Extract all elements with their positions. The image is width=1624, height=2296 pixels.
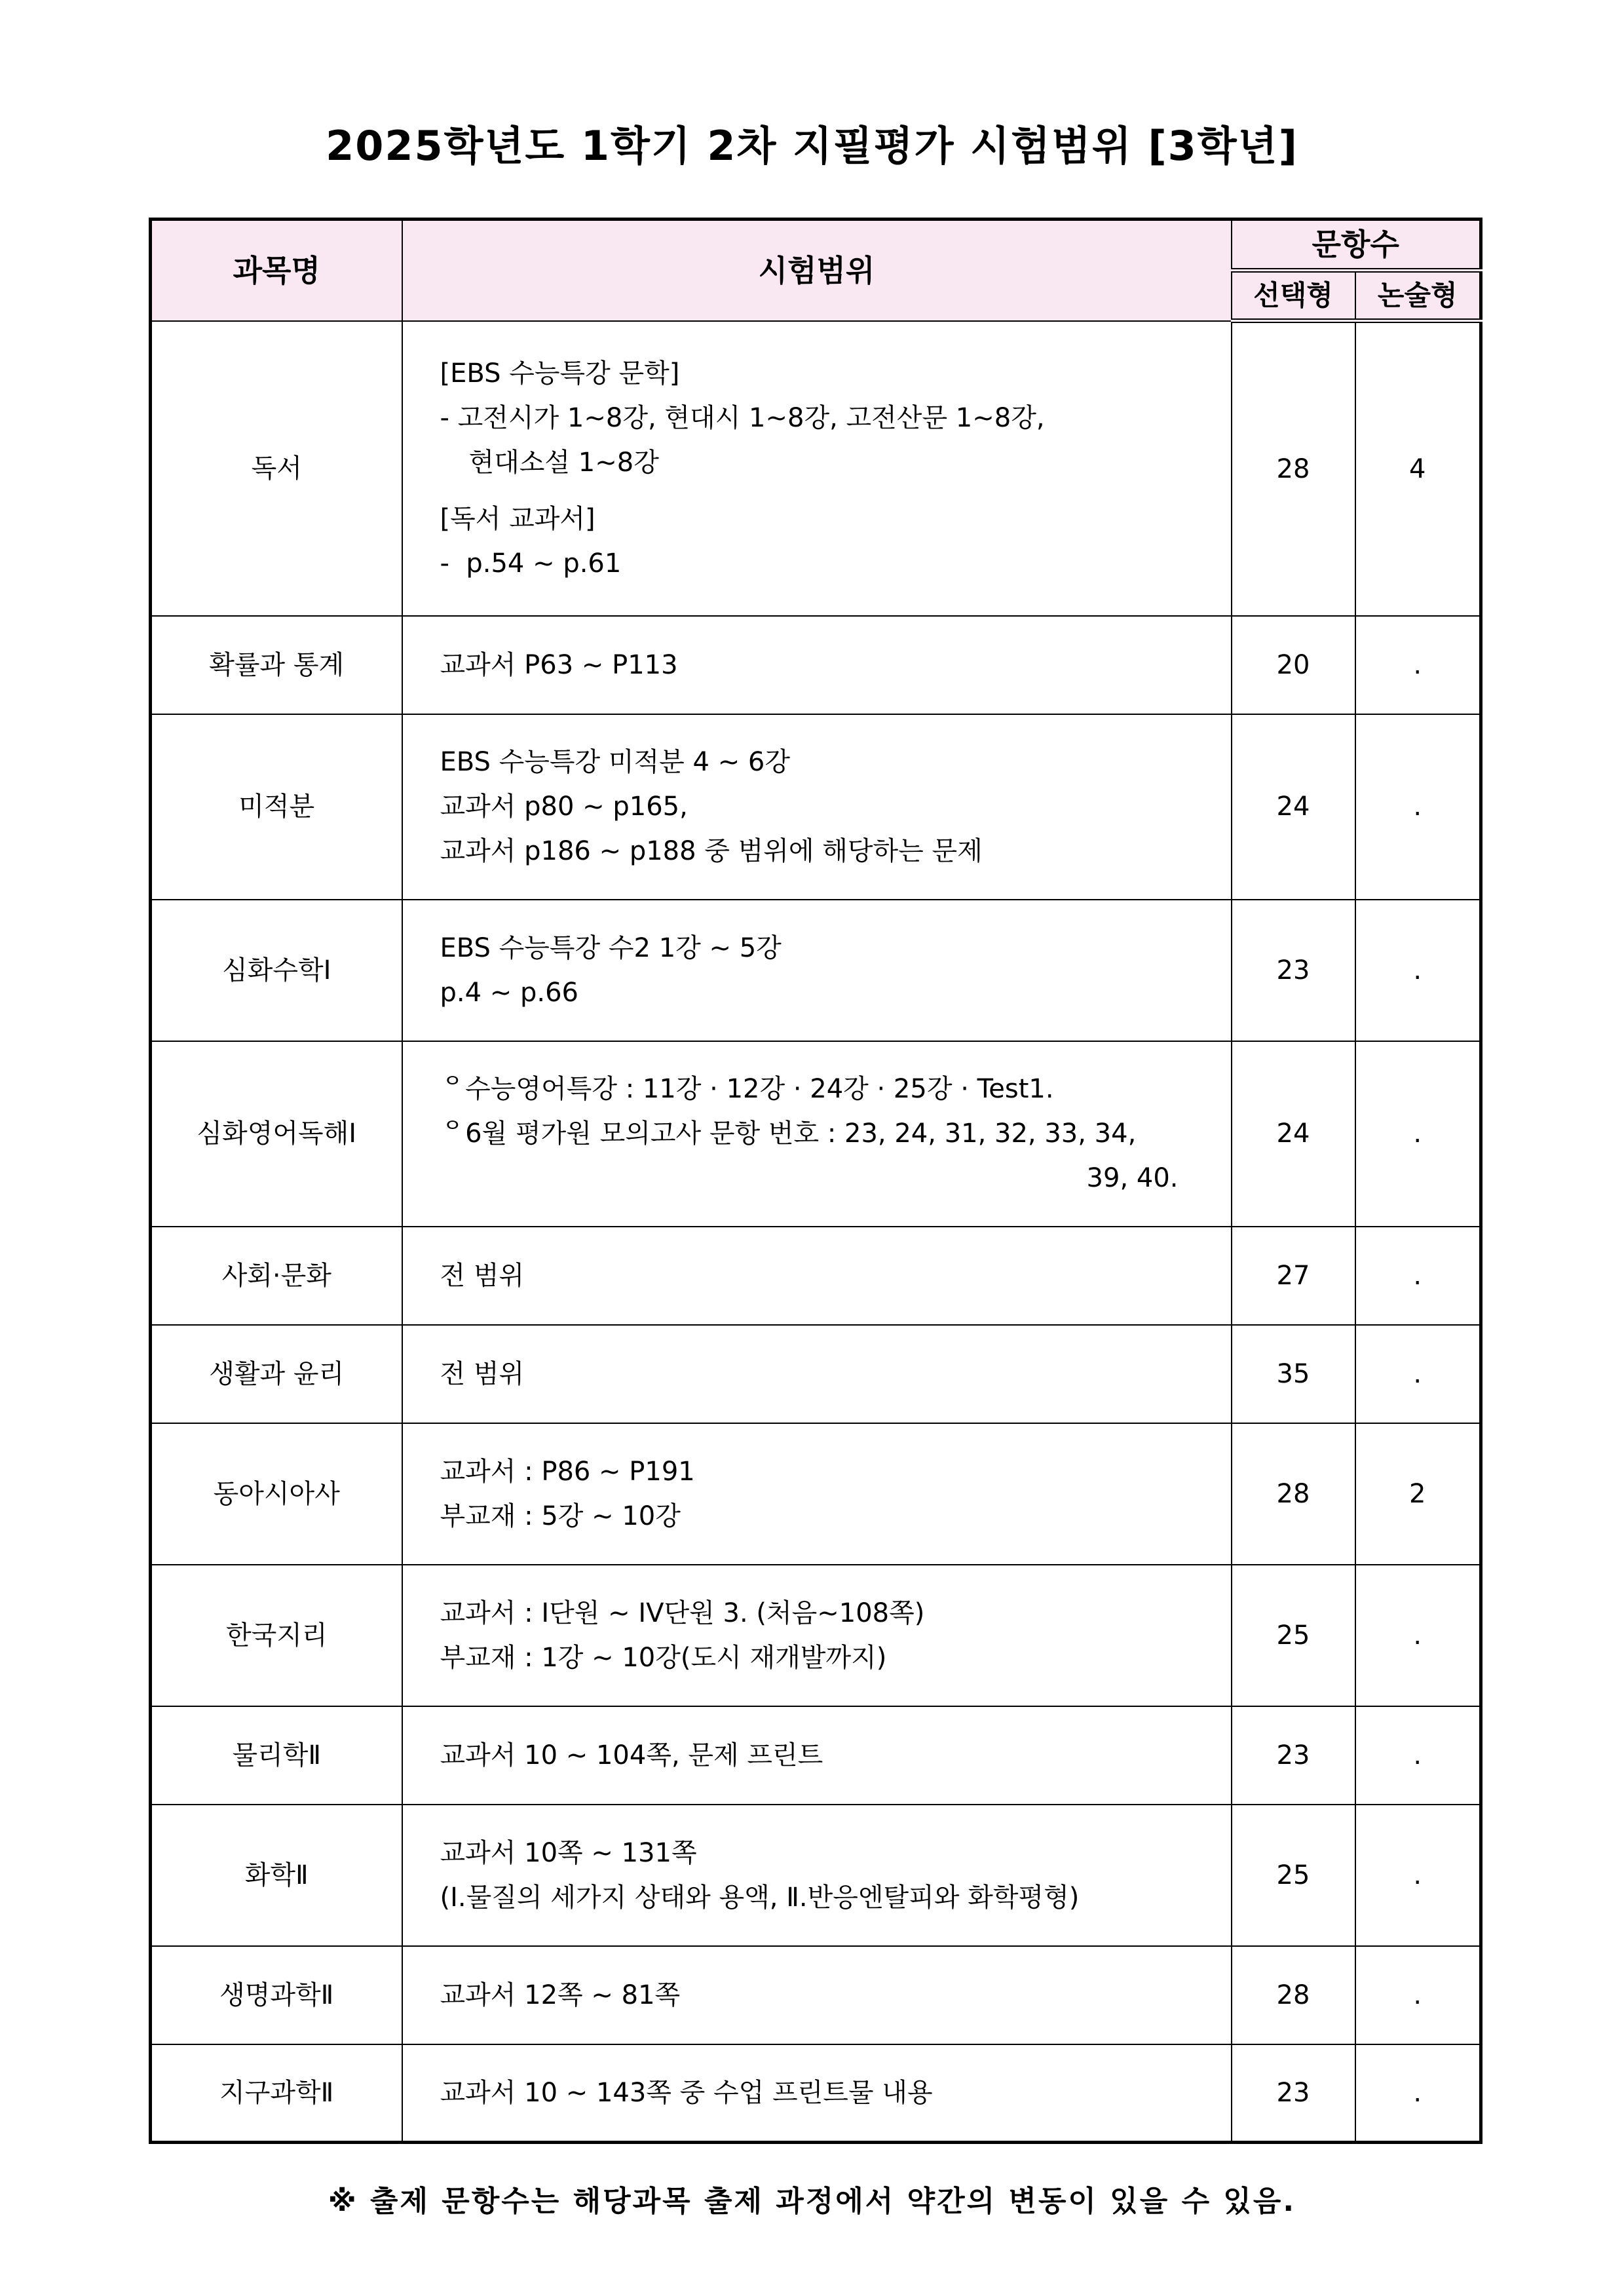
scope-line: ᄋ6월 평가원 모의고사 문항 번호 : 23, 24, 31, 32, 33, 34, xyxy=(440,1119,1137,1149)
choice-count-cell: 23 xyxy=(1232,2044,1355,2143)
scope-cell xyxy=(402,1423,1232,1565)
table-row xyxy=(151,900,1481,1041)
essay-count-cell: . xyxy=(1355,900,1481,1041)
header-scope: 시험범위 xyxy=(402,220,1232,321)
table-row xyxy=(151,1325,1481,1423)
essay-count-cell: . xyxy=(1355,1565,1481,1706)
scope-line: 교과서 p186 ~ p188 중 범위에 해당하는 문제 xyxy=(440,836,983,866)
essay-count-cell: . xyxy=(1355,1227,1481,1325)
scope-line: - 고전시가 1~8강, 현대시 1~8강, 고전산문 1~8강, xyxy=(440,402,1045,433)
subject-cell: 심화영어독해Ⅰ xyxy=(151,1041,402,1227)
essay-count-cell: . xyxy=(1355,616,1481,714)
scope-line: EBS 수능특강 수2 1강 ~ 5강 xyxy=(440,932,782,963)
subject-cell: 생명과학Ⅱ xyxy=(151,1946,402,2044)
subject-cell: 화학Ⅱ xyxy=(151,1805,402,1946)
scope-line: (Ⅰ.물질의 세가지 상태와 용액, Ⅱ.반응엔탈피와 화학평형) xyxy=(440,1882,1080,1913)
scope-line: 교과서 P63 ~ P113 xyxy=(440,649,678,680)
subject-cell: 독서 xyxy=(151,321,402,616)
choice-count-cell: 23 xyxy=(1232,900,1355,1041)
scope-line: [독서 교과서] xyxy=(440,503,595,534)
table-row xyxy=(151,2044,1481,2143)
scope-cell xyxy=(402,1227,1232,1325)
scope-cell xyxy=(402,321,1232,616)
scope-cell xyxy=(402,1041,1232,1227)
choice-count-cell: 28 xyxy=(1232,1946,1355,2044)
subject-cell: 사회·문화 xyxy=(151,1227,402,1325)
choice-count-cell: 35 xyxy=(1232,1325,1355,1423)
header-essay: 논술형 xyxy=(1355,271,1481,321)
table-row xyxy=(151,321,1481,616)
header-question-count: 문항수 xyxy=(1232,220,1481,271)
footnote: ※ 출제 문항수는 해당과목 출제 과정에서 약간의 변동이 있을 수 있음. xyxy=(328,2185,1296,2218)
scope-line: 부교재 : 1강 ~ 10강(도시 재개발까지) xyxy=(440,1642,887,1673)
table-row xyxy=(151,1565,1481,1706)
table-row xyxy=(151,714,1481,900)
scope-line: 교과서 12쪽 ~ 81쪽 xyxy=(440,1980,681,2010)
choice-count-cell: 25 xyxy=(1232,1565,1355,1706)
essay-count-cell: . xyxy=(1355,1325,1481,1423)
choice-count-cell: 20 xyxy=(1232,616,1355,714)
subject-cell: 동아시아사 xyxy=(151,1423,402,1565)
scope-cell xyxy=(402,1706,1232,1805)
choice-count-cell: 28 xyxy=(1232,1423,1355,1565)
exam-scope-table xyxy=(149,218,1482,2144)
choice-count-cell: 25 xyxy=(1232,1805,1355,1946)
scope-cell xyxy=(402,616,1232,714)
essay-count-cell: . xyxy=(1355,2044,1481,2143)
scope-line: EBS 수능특강 미적분 4 ~ 6강 xyxy=(440,747,791,777)
scope-line: 교과서 : I단원 ~ IV단원 3. (처음~108쪽) xyxy=(440,1598,925,1628)
subject-cell: 생활과 윤리 xyxy=(151,1325,402,1423)
subject-cell: 지구과학Ⅱ xyxy=(151,2044,402,2143)
table-row xyxy=(151,1805,1481,1946)
table-row xyxy=(151,1041,1481,1227)
essay-count-cell: 2 xyxy=(1355,1423,1481,1565)
essay-count-cell: . xyxy=(1355,1805,1481,1946)
essay-count-cell: . xyxy=(1355,714,1481,900)
subject-cell: 물리학Ⅱ xyxy=(151,1706,402,1805)
scope-cell xyxy=(402,1946,1232,2044)
choice-count-cell: 24 xyxy=(1232,714,1355,900)
scope-line: 교과서 p80 ~ p165, xyxy=(440,792,688,822)
subject-cell: 미적분 xyxy=(151,714,402,900)
scope-cell xyxy=(402,900,1232,1041)
table-row xyxy=(151,616,1481,714)
subject-cell: 심화수학Ⅰ xyxy=(151,900,402,1041)
scope-line: - p.54 ~ p.61 xyxy=(440,548,622,579)
scope-cell xyxy=(402,1805,1232,1946)
scope-line: 전 범위 xyxy=(440,1260,525,1291)
choice-count-cell: 24 xyxy=(1232,1041,1355,1227)
scope-cell xyxy=(402,2044,1232,2143)
page-title: 2025학년도 1학기 2차 지필평가 시험범위 [3학년] xyxy=(326,122,1298,170)
scope-line: 부교재 : 5강 ~ 10강 xyxy=(440,1501,681,1531)
subject-cell: 확률과 통계 xyxy=(151,616,402,714)
essay-count-cell: . xyxy=(1355,1041,1481,1227)
table-row xyxy=(151,1706,1481,1805)
scope-cell xyxy=(402,1565,1232,1706)
scope-line: 교과서 10 ~ 143쪽 중 수업 프린트물 내용 xyxy=(440,2077,933,2108)
scope-cell xyxy=(402,714,1232,900)
scope-line: 39, 40. xyxy=(1086,1163,1179,1193)
header-subject: 과목명 xyxy=(151,220,402,321)
scope-line: 교과서 10 ~ 104쪽, 문제 프린트 xyxy=(440,1740,823,1770)
table-row xyxy=(151,1227,1481,1325)
scope-line: 현대소설 1~8강 xyxy=(468,447,659,478)
header-choice: 선택형 xyxy=(1232,271,1355,321)
essay-count-cell: 4 xyxy=(1355,321,1481,616)
essay-count-cell: . xyxy=(1355,1706,1481,1805)
scope-line: [EBS 수능특강 문학] xyxy=(440,358,680,389)
scope-cell xyxy=(402,1325,1232,1423)
scope-line: 교과서 : P86 ~ P191 xyxy=(440,1456,695,1487)
choice-count-cell: 28 xyxy=(1232,321,1355,616)
scope-line: 전 범위 xyxy=(440,1358,525,1389)
essay-count-cell: . xyxy=(1355,1946,1481,2044)
scope-line: p.4 ~ p.66 xyxy=(440,977,579,1008)
scope-line: 교과서 10쪽 ~ 131쪽 xyxy=(440,1837,697,1868)
choice-count-cell: 23 xyxy=(1232,1706,1355,1805)
subject-cell: 한국지리 xyxy=(151,1565,402,1706)
choice-count-cell: 27 xyxy=(1232,1227,1355,1325)
scope-line: ᄋ수능영어특강 : 11강 · 12강 · 24강 · 25강 · Test1. xyxy=(440,1074,1054,1104)
table-row xyxy=(151,1423,1481,1565)
table-row xyxy=(151,1946,1481,2044)
